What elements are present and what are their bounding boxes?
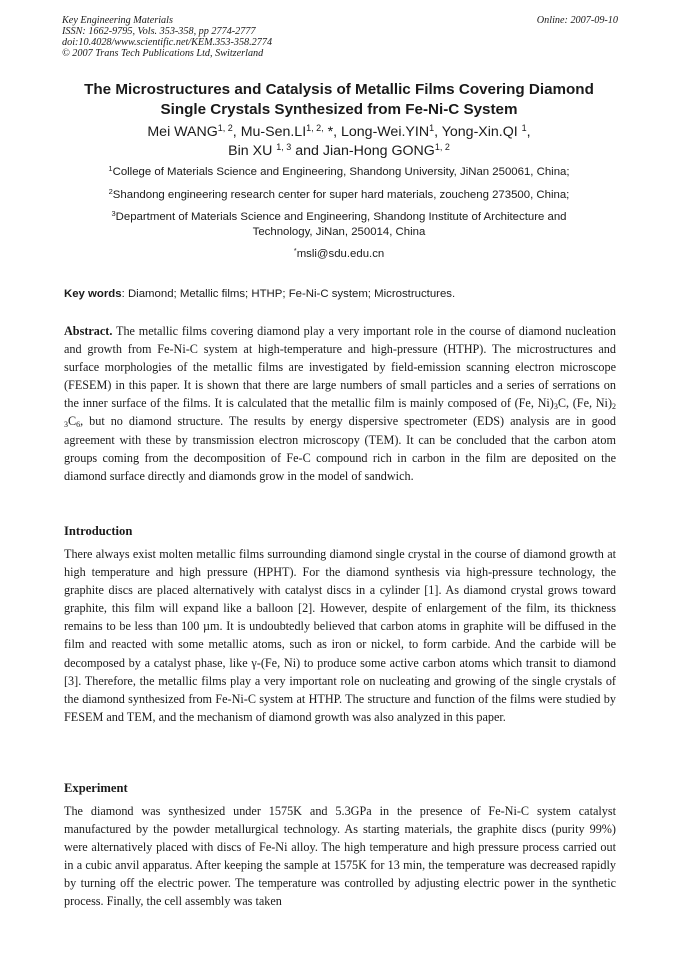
author-sep: ,: [232, 124, 241, 140]
experiment-heading: Experiment: [64, 781, 128, 795]
online-date: Online: 2007-09-10: [536, 15, 618, 26]
author-sep: *,: [323, 124, 342, 140]
affiliation-1: [40, 165, 638, 180]
affiliation-text-cont: Technology, JiNan, 250014, China: [252, 225, 426, 238]
author-name: Mu-Sen.LI: [240, 124, 307, 140]
author-sep: ,: [526, 124, 531, 140]
title-line-2: Single Crystals Synthesized from Fe-Ni-C System: [160, 100, 518, 118]
author-sup: 1, 2: [217, 123, 233, 133]
affiliation-text: Shandong engineering research center for super hard materials, zoucheng 273500, China;: [112, 189, 570, 201]
formula-sub: 2 3: [64, 402, 616, 430]
copyright-line: © 2007 Trans Tech Publications Ltd, Switzerland: [62, 48, 264, 59]
affiliation-2: [40, 188, 638, 203]
author-sup: 1, 2,: [306, 123, 324, 133]
title-line-1: The Microstructures and Catalysis of Metallic Films Covering Diamond: [84, 81, 594, 98]
experiment-body: [64, 802, 616, 911]
paper-title: [40, 80, 638, 119]
affiliation-text: Department of Materials Science and Engineering, Shandong Institute of Architecture and: [115, 211, 567, 223]
abstract: [64, 322, 616, 485]
author-sep: ,: [434, 124, 442, 140]
abstract-label: Abstract.: [64, 324, 113, 338]
email-text: msli@sdu.edu.cn: [296, 248, 385, 260]
author-list: [40, 123, 638, 160]
abstract-text: C: [68, 414, 77, 429]
author-name: Bin XU: [228, 142, 277, 159]
introduction-text: There always exist molten metallic films surrounding diamond single crystal in the course of diamond growth at high temperature and high pressure (HPHT). For the diamond synthesis via high-pressure technology, the graphite discs are placed alternatively with catalyst discs in a cylinder [1]. As diamond crystal grows toward graphite, this film will expand like a balloon [2]. However, despite of enlargement of the film, its thickness remains to be less than 100 µm. It is undoubtedly believed that carbon atoms in graphite will be diffused in the film and reacted with some metallic atoms, such as iron or nickel, to form carbide. And the carbide will be decomposed by a catalyst phase, like γ-(Fe, Ni) to produce some active carbon atoms which transit to diamond [3]. Therefore, the metallic films play a very important role on nucleating and growing of the single crystals of the diamond synthesized from Fe-Ni-C system at HTHP. The structure and function of the films were studied by FESEM and TEM, and the mechanism of diamond growth was also analyzed in this paper.: [64, 547, 616, 724]
keywords-text: : Diamond; Metallic films; HTHP; Fe-Ni-C system; Microstructures.: [121, 288, 456, 300]
introduction-heading: Introduction: [64, 524, 133, 538]
formula-sub: 3: [553, 402, 558, 412]
abstract-text: C, (Fe, Ni): [557, 396, 612, 411]
affiliation-sup: 3: [111, 209, 116, 218]
author-line-2: [40, 142, 638, 161]
author-name: Jian-Hong GONG: [322, 142, 435, 159]
doi-line: doi:10.4028/www.scientific.net/KEM.353-358.2774: [62, 37, 273, 48]
keywords-label: Key words: [64, 288, 122, 300]
author-sup: 1: [521, 123, 527, 133]
author-name: Mei WANG: [147, 124, 218, 140]
experiment-text: The diamond was synthesized under 1575K and 5.3GPa in the presence of Fe-Ni-C system catalyst manufactured by the powder metallurgical technology. As starting materials, the graphite discs (purity 99%) were alternatively placed with discs of Fe-Ni alloy. The high temperature and high pressure process carried out in a cubic anvil apparatus. After keeping the sample at 1575K for 13 min, the temperature was decreased rapidly by turning off the electric power. The temperature was controlled by adjusting electric power in the synthetic process. Finally, the cell assembly was taken: [64, 804, 616, 909]
abstract-text: The metallic films covering diamond play a very important role in the course of diamond nucleation and growth from Fe-Ni-C system at high-temperature and high-pressure (HTHP). The microstructures and surface morphologies of the metallic films are investigated by field-emission scanning electron microscope (FESEM) in this paper. It is shown that there are large numbers of small particles and a series of serrations on the inner surface of the films. It is calculated that the metallic film is mainly composed of (Fe, Ni): [64, 324, 616, 411]
affiliation-3: [40, 210, 638, 239]
abstract-text: , but no diamond structure. The results by energy dispersive spectrometer (EDS) analysis are in good agreement with these by transmission electron microscopy (TEM). It can be concluded that the carbon atom groups coming from the decomposition of Fe-C compound rich in carbon in the film are deposited on the diamond surface directly and diamonds grow in the model of sandwich.: [64, 414, 616, 483]
author-sup: 1, 2: [434, 141, 450, 152]
journal-header: [62, 15, 618, 59]
author-name: Yong-Xin.QI: [441, 124, 522, 140]
author-name: Long-Wei.YIN: [341, 124, 430, 140]
affiliation-sup: 2: [108, 187, 113, 196]
author-sep: and: [291, 142, 323, 159]
affiliation-text: College of Materials Science and Engineering, Shandong University, JiNan 250061, China;: [112, 166, 570, 178]
formula-sub: 6: [76, 420, 81, 430]
issn-line: ISSN: 1662-9795, Vols. 353-358, pp 2774-2777: [62, 26, 256, 37]
author-sup: 1, 3: [276, 141, 292, 152]
introduction-body: [64, 545, 616, 726]
author-sup: 1: [429, 123, 435, 133]
keywords: [64, 287, 616, 301]
journal-name: Key Engineering Materials: [62, 15, 173, 26]
corresponding-email: [40, 247, 638, 262]
author-line-1: [40, 123, 638, 142]
email-sup: *: [293, 246, 297, 255]
affiliation-sup: 1: [108, 164, 113, 173]
